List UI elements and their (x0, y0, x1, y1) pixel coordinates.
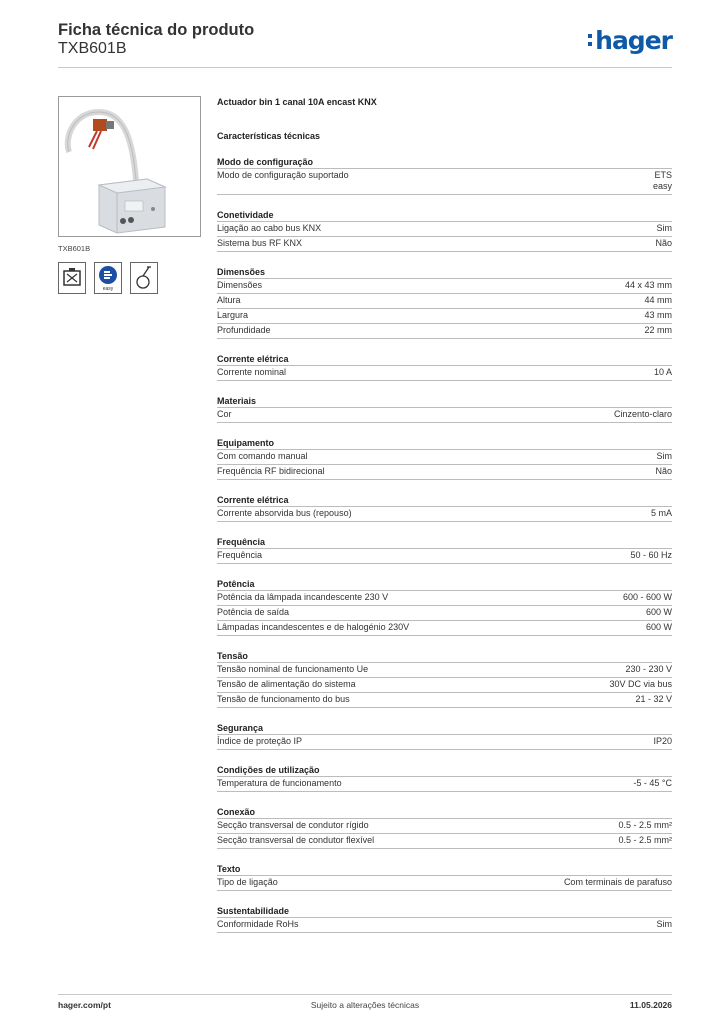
spec-row (217, 606, 672, 621)
spec-row (217, 169, 672, 195)
page-header (58, 20, 672, 68)
spec-label: Tensão de alimentação do sistema (217, 679, 356, 689)
image-caption: TXB601B (58, 244, 91, 253)
spec-group (217, 156, 672, 195)
spec-group-title: Segurança (217, 722, 672, 735)
spec-group (217, 353, 672, 381)
footer-website[interactable]: hager.com/pt (58, 1000, 111, 1010)
spec-value: 44 x 43 mm (624, 280, 672, 290)
spec-value: 50 - 60 Hz (630, 550, 672, 560)
spec-row (217, 279, 672, 294)
spec-row (217, 663, 672, 678)
spec-row (217, 465, 672, 480)
spec-value: 600 W (645, 622, 672, 632)
spec-group (217, 266, 672, 339)
spec-group-title: Equipamento (217, 437, 672, 450)
knx-din-mounting-icon (58, 262, 86, 294)
spec-group (217, 650, 672, 708)
spec-row (217, 735, 672, 750)
spec-label: Corrente absorvida bus (repouso) (217, 508, 352, 518)
spec-group-title: Conexão (217, 806, 672, 819)
spec-label: Tensão nominal de funcionamento Ue (217, 664, 369, 674)
spec-group-title: Corrente elétrica (217, 353, 672, 366)
spec-row (217, 918, 672, 933)
spec-group-title: Conetividade (217, 209, 672, 222)
spec-value: 30V DC via bus (609, 679, 672, 689)
spec-row (217, 819, 672, 834)
spec-value: 600 W (645, 607, 672, 617)
logo-text: hager (595, 26, 672, 55)
spec-row (217, 621, 672, 636)
hager-logo (588, 26, 672, 56)
spec-value: 21 - 32 V (635, 694, 672, 704)
spec-group (217, 863, 672, 891)
logo-dots-icon (588, 30, 592, 48)
spec-value: IP20 (653, 736, 672, 746)
spec-group-title: Dimensões (217, 266, 672, 279)
product-image (58, 96, 201, 237)
spec-label: Sistema bus RF KNX (217, 238, 303, 248)
spec-label: Tipo de ligação (217, 877, 278, 887)
spec-groups (217, 156, 672, 933)
spec-row (217, 507, 672, 522)
spec-row (217, 450, 672, 465)
spec-row (217, 678, 672, 693)
spec-row (217, 408, 672, 423)
product-photo-icon (59, 97, 200, 236)
spec-label: Cor (217, 409, 232, 419)
spec-row (217, 591, 672, 606)
spec-value: 44 mm (644, 295, 672, 305)
spec-label: Modo de configuração suportado (217, 170, 349, 180)
spec-row (217, 324, 672, 339)
spec-label: Largura (217, 310, 249, 320)
spec-row (217, 777, 672, 792)
spec-value: Não (655, 238, 672, 248)
spec-value: Sim (656, 223, 672, 233)
footer-date: 11.05.2026 (629, 1000, 672, 1010)
spec-label: Frequência RF bidirecional (217, 466, 325, 476)
spec-row (217, 237, 672, 252)
spec-group (217, 722, 672, 750)
spec-group-title: Frequência (217, 536, 672, 549)
spec-group (217, 806, 672, 849)
spec-row (217, 309, 672, 324)
spec-row (217, 693, 672, 708)
easy-icon-label: easy (102, 286, 114, 292)
spec-group-title: Texto (217, 863, 672, 876)
spec-group (217, 395, 672, 423)
spec-group-title: Potência (217, 578, 672, 591)
spec-value: Com terminais de parafuso (563, 877, 672, 887)
spec-label: Secção transversal de condutor flexível (217, 835, 375, 845)
spec-value: 10 A (653, 367, 672, 377)
spec-label: Frequência (217, 550, 263, 560)
spec-label: Ligação ao cabo bus KNX (217, 223, 322, 233)
spec-row (217, 834, 672, 849)
page-footer (58, 994, 672, 1010)
spec-row (217, 366, 672, 381)
spec-group-title: Tensão (217, 650, 672, 663)
spec-value: 0.5 - 2.5 mm² (618, 820, 672, 830)
spec-value: -5 - 45 °C (633, 778, 672, 788)
spec-value: Não (655, 466, 672, 476)
spec-group-title: Sustentabilidade (217, 905, 672, 918)
spec-group (217, 437, 672, 480)
spec-value: ETS easy (652, 170, 672, 191)
spec-value: Sim (656, 919, 672, 929)
spec-group-title: Modo de configuração (217, 156, 672, 169)
spec-label: Com comando manual (217, 451, 308, 461)
spec-row (217, 876, 672, 891)
spec-group (217, 209, 672, 252)
document-title: Ficha técnica do produto (58, 21, 255, 39)
footer-notice: Sujeito a alterações técnicas (310, 1000, 420, 1010)
spec-label: Conformidade RoHs (217, 919, 299, 929)
spec-label: Altura (217, 295, 241, 305)
spec-label: Dimensões (217, 280, 263, 290)
spec-group (217, 494, 672, 522)
spec-label: Corrente nominal (217, 367, 287, 377)
spec-value: Sim (656, 451, 672, 461)
spec-label: Índice de proteção IP (217, 736, 303, 746)
spec-value: 22 mm (644, 325, 672, 335)
spec-value: 43 mm (644, 310, 672, 320)
spec-group-title: Materiais (217, 395, 672, 408)
section-title: Características técnicas (217, 131, 321, 141)
easy-configuration-icon (94, 262, 122, 294)
spec-label: Potência de saída (217, 607, 290, 617)
spec-value: 600 - 600 W (622, 592, 672, 602)
spec-group (217, 536, 672, 564)
spec-label: Tensão de funcionamento do bus (217, 694, 350, 704)
spec-group-title: Corrente elétrica (217, 494, 672, 507)
left-column (58, 96, 201, 294)
spec-group-title: Condições de utilização (217, 764, 672, 777)
specifications (217, 96, 672, 933)
spec-group (217, 764, 672, 792)
spec-label: Temperatura de funcionamento (217, 778, 342, 788)
product-name: Actuador bin 1 canal 10A encast KNX (217, 97, 377, 107)
product-reference: TXB601B (58, 40, 127, 57)
spec-group (217, 578, 672, 636)
spec-row (217, 294, 672, 309)
spec-label: Potência da lâmpada incandescente 230 V (217, 592, 389, 602)
spec-group (217, 905, 672, 933)
manual-switch-icon (130, 262, 158, 294)
spec-value: Cinzento-claro (613, 409, 672, 419)
spec-row (217, 222, 672, 237)
spec-label: Secção transversal de condutor rígido (217, 820, 369, 830)
spec-value: 5 mA (650, 508, 672, 518)
spec-value: 0.5 - 2.5 mm² (618, 835, 672, 845)
spec-value: 230 - 230 V (625, 664, 672, 674)
spec-label: Profundidade (217, 325, 271, 335)
spec-label: Lâmpadas incandescentes e de halogénio 230V (217, 622, 410, 632)
spec-row (217, 549, 672, 564)
feature-icons (58, 262, 201, 294)
